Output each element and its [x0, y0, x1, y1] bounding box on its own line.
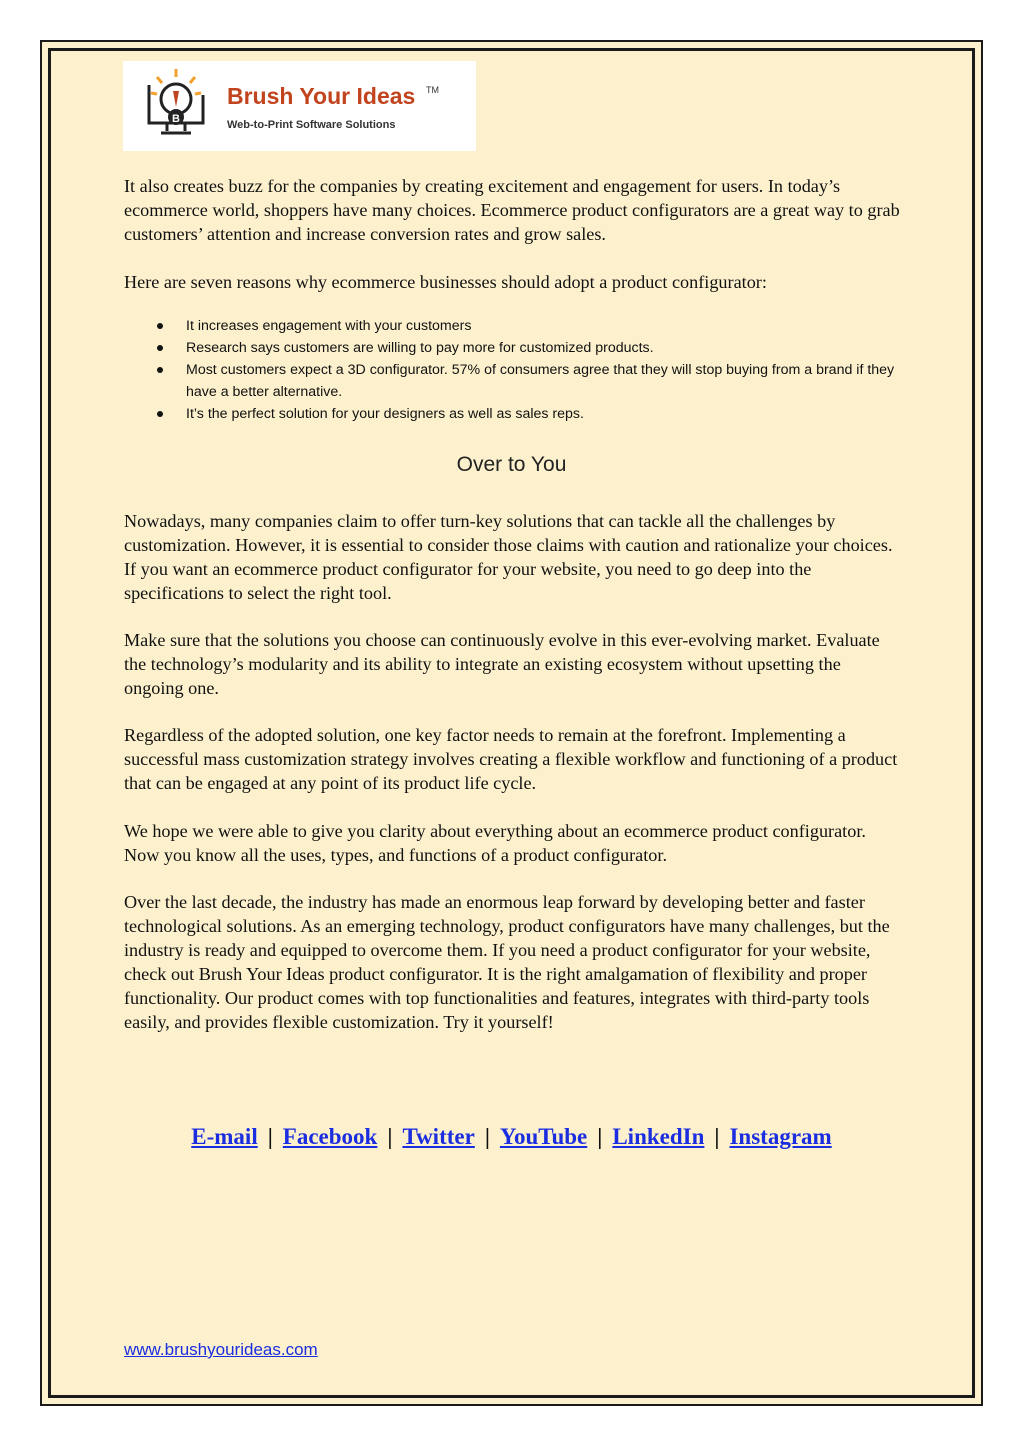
instagram-link[interactable]: Instagram [729, 1124, 832, 1149]
list-item [124, 359, 904, 403]
svg-text:B: B [172, 113, 180, 125]
youtube-link[interactable]: YouTube [499, 1124, 588, 1149]
link-separator: | [597, 1124, 603, 1149]
email-link[interactable]: E-mail [191, 1124, 258, 1149]
brand-tagline: Web-to-Print Software Solutions [227, 119, 396, 131]
bullet-icon [157, 323, 163, 329]
brand-name: Brush Your Ideas [227, 83, 416, 109]
bullet-icon [157, 345, 163, 351]
linkedin-link[interactable]: LinkedIn [612, 1124, 705, 1149]
bulb-monitor-icon [123, 61, 223, 151]
list-item-text: Most customers expect a 3D configurator. 57% of consumers agree that they will stop buying from a brand if they have a better alternative. [186, 362, 895, 400]
section-heading: Over to You [456, 453, 567, 476]
bullet-icon [157, 411, 163, 417]
list-item [124, 337, 904, 359]
link-separator: | [387, 1124, 393, 1149]
link-separator: | [714, 1124, 720, 1149]
list-item [124, 315, 904, 337]
social-links-bar [124, 1124, 899, 1150]
website-link[interactable]: www.brushyourideas.com [124, 1340, 318, 1359]
reasons-list [124, 315, 904, 425]
brand-logo [123, 61, 476, 151]
body-paragraph-solutions: Nowadays, many companies claim to offer turn-key solutions that can tackle all the challenges by customization. However, it is essential to consider those claims with caution and rationalize your choices. If you want an ecommerce product configurator for your website, you need to go deep into the specifications to select the right tool. [124, 511, 893, 603]
twitter-link[interactable]: Twitter [402, 1124, 475, 1149]
list-item-text: It’s the perfect solution for your designers as well as sales reps. [186, 406, 584, 422]
list-item-text: Research says customers are willing to pay more for customized products. [186, 340, 654, 356]
body-paragraph-decade: Over the last decade, the industry has made an enormous leap forward by developing better and faster technological solutions. As an emerging technology, product configurators have many challenges, but the industry is ready and equipped to overcome them. If you need a product configurator for your website, check out Brush Your Ideas product configurator. It is the right amalgamation of flexibility and proper functionality. Our product comes with top functionalities and features, integrates with third-party tools easily, and provides flexible customization. Try it yourself! [124, 892, 890, 1032]
body-paragraph-factor: Regardless of the adopted solution, one key factor needs to remain at the forefront. Implementing a successful mass customization strategy involves creating a flexible workflow and functioning of a product that can be engaged at any point of its product life cycle. [124, 725, 898, 793]
facebook-link[interactable]: Facebook [282, 1124, 378, 1149]
link-separator: | [484, 1124, 490, 1149]
trademark-mark: TM [426, 85, 439, 95]
intro-paragraph: It also creates buzz for the companies by creating excitement and engagement for users. In today’s ecommerce world, shoppers have many choices. Ecommerce product configurators are a great way to grab customers’ attention and increase conversion rates and grow sales. [124, 176, 900, 244]
body-paragraph-clarity: We hope we were able to give you clarity about everything about an ecommerce product configurator. Now you know all the uses, types, and functions of a product configurator. [124, 821, 866, 865]
list-item-text: It increases engagement with your customers [186, 318, 472, 334]
body-paragraph-evolve: Make sure that the solutions you choose can continuously evolve in this ever-evolving market. Evaluate the technology’s modularity and its ability to integrate an existing ecosystem without upsetting the ongoing one. [124, 630, 880, 698]
list-item [124, 403, 904, 425]
bullet-icon [157, 367, 163, 373]
reasons-lead-paragraph: Here are seven reasons why ecommerce businesses should adopt a product configurator: [124, 272, 767, 292]
link-separator: | [267, 1124, 273, 1149]
